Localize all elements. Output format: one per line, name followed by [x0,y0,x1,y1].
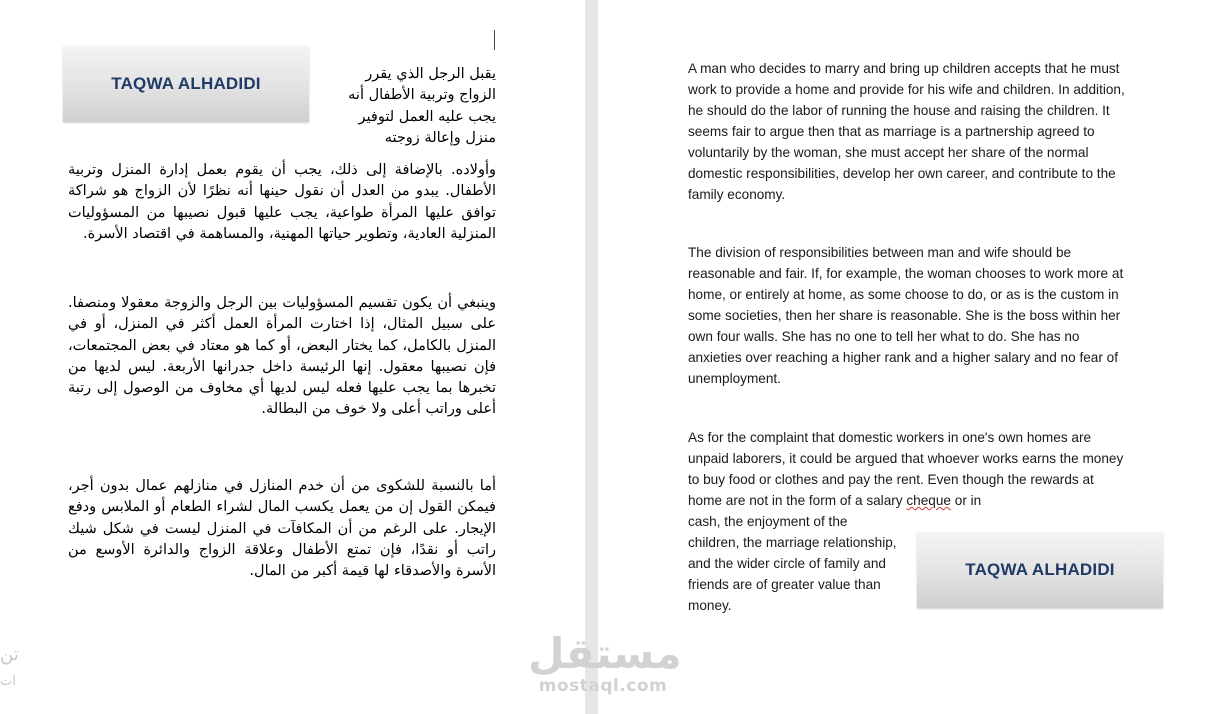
document-page-right [598,0,1205,714]
paragraph-3-text: As for the complaint that domestic workers in one's own homes are unpaid laborers, it could be argued that whoever works earns the money to buy food or clothes and pay the rent. Even though the rewards at home are not in the form of a salary [688,430,1124,508]
english-paragraph-3-wrapped[interactable]: cash, the enjoyment of the children, the marriage relationship, and the wider circle of family and friends are of greater value than money. [688,514,897,613]
english-paragraph-3[interactable] [688,427,1128,511]
arabic-line: الزواج وتربية الأطفال أنه [348,87,496,104]
brand-logo-text: TAQWA ALHADIDI [111,74,261,93]
edge-text-fragment: ات [0,674,16,689]
text-cursor [494,30,495,50]
english-paragraph-1[interactable]: A man who decides to marry and bring up children accepts that he must work to provide a home and provide for his wife and children. In addition, he should do the labor of running the house and raising the children. It seems fair to argue then that as marriage is a partnership agreed to voluntarily by the woman, she must accept her share of the normal domestic responsibilities, develop her own career, and contribute to the family economy. [688,61,1125,202]
brand-logo-text: TAQWA ALHADIDI [965,560,1115,579]
spellcheck-flagged-word[interactable]: cheque [906,493,951,508]
brand-logo-box [63,46,309,122]
arabic-paragraph-1-continued[interactable]: وأولاده. بالإضافة إلى ذلك، يجب أن يقوم بعمل إدارة المنزل وتربية الأطفال. يبدو من العدل أن نقول حينها أنه نظرًا لأن الزواج هو شراكة توافق عليها المرأة طواعية، يجب عليها قبول نصيبها من المسؤوليات المنزلية العادية، وتطوير حياتها المهنية، والمساهمة في اقتصاد الأسرة. [68,162,496,242]
arabic-line: يقبل الرجل الذي يقرر [365,66,496,82]
arabic-line: منزل وإعالة زوجته [384,129,496,146]
english-paragraph-2[interactable]: The division of responsibilities between man and wife should be reasonable and fair. If, for example, the woman chooses to work more at home, or entirely at home, as some choose to do, or as is the custom in some societies, then her share is reasonable. She is the boss within her own four walls. She has no one to tell her what to do. She has no anxieties over reaching a higher rank and a higher salary and no fear of unemployment. [688,245,1124,386]
document-page-left [0,0,585,714]
watermark-latin: mostaql.com [538,676,668,696]
edge-text-fragment: تن [0,644,19,665]
watermark-arabic: مستقل [528,629,682,678]
brand-logo-box [917,532,1163,608]
arabic-paragraph-3[interactable]: أما بالنسبة للشكوى من أن خدم المنازل في منازلهم عمال بدون أجر، فيمكن القول إن من يعمل يكسب المال لشراء الطعام أو الملابس ودفع الإيجار. على الرغم من أن المكافآت في المنزل ليست في شكل شيك راتب أو نقدًا، فإن تمتع الأطفال وعلاقة الزواج والدائرة الأوسع من الأسرة والأصدقاء لها قيمة أكبر من المال. [68,478,496,580]
arabic-paragraph-2[interactable]: وينبغي أن يكون تقسيم المسؤوليات بين الرجل والزوجة معقولا ومنصفا. على سبيل المثال، إذا اختارت المرأة العمل أكثر في المنزل، أو في المنزل بالكامل، كما يختار البعض، أو كما هو معتاد في بعض المجتمعات، فإن نصيبها معقول. إنها الرئيسة داخل جدرانها الأربعة. ليس لديها من تخبرها بما يجب عليها فعله ليس لديها أي مخاوف من الوصول إلى رتبة أعلى وراتب أعلى ولا خوف من البطالة. [68,295,496,418]
arabic-paragraph-1-wrapped[interactable] [314,64,496,149]
paragraph-3-text: or in [950,493,982,508]
arabic-line: يجب عليه العمل لتوفير [358,108,496,125]
mostaql-watermark [528,629,682,696]
